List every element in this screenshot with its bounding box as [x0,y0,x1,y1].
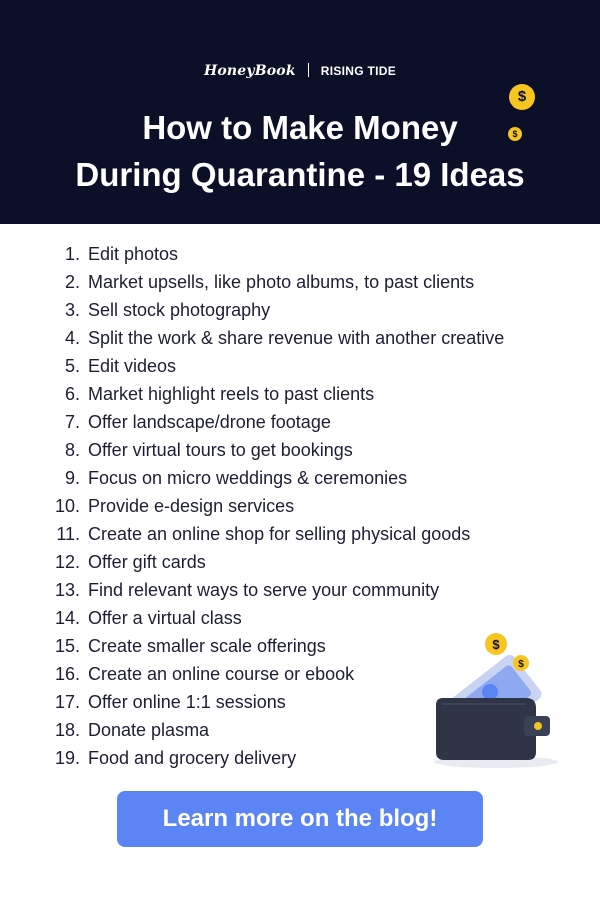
idea-text: Offer gift cards [88,552,206,572]
idea-text: Offer landscape/drone footage [88,412,331,432]
idea-text: Market upsells, like photo albums, to past clients [88,272,475,292]
brand-bar [0,62,600,80]
idea-number: 15. [54,636,80,656]
idea-number: 6. [64,384,80,404]
idea-item [40,380,504,408]
idea-number: 3. [64,300,80,320]
idea-item [40,436,504,464]
idea-text: Food and grocery delivery [88,748,297,768]
idea-text: Offer virtual tours to get bookings [88,440,353,460]
idea-number: 5. [64,356,80,376]
idea-number: 4. [64,328,80,348]
idea-text: Edit videos [88,356,177,376]
idea-text: Create an online shop for selling physical goods [88,524,471,544]
idea-text: Create an online course or ebook [88,664,355,684]
title-line-2: During Quarantine - 19 Ideas [75,156,525,193]
idea-number: 13. [54,580,80,600]
idea-item [40,548,504,576]
page-title [0,104,600,198]
idea-number: 17. [54,692,80,712]
dollar-coin-icon: $ [509,84,535,110]
idea-number: 11. [56,524,80,544]
rising-tide-logo: RISING TIDE [320,64,397,78]
idea-text: Provide e-design services [88,496,295,516]
idea-number: 12. [54,552,80,572]
idea-item [40,576,504,604]
idea-item [40,268,504,296]
illustration-coin-symbol: $ [492,637,500,652]
idea-text: Sell stock photography [88,300,271,320]
idea-text: Create smaller scale offerings [88,636,326,656]
idea-number: 7. [64,412,80,432]
illustration-coin-symbol-small: $ [518,659,524,670]
idea-text: Donate plasma [88,720,210,740]
title-line-1: How to Make Money [142,109,458,146]
idea-number: 1. [64,244,80,264]
idea-text: Find relevant ways to serve your community [88,580,440,600]
idea-item [40,464,504,492]
idea-number: 18. [54,720,80,740]
idea-number: 8. [64,440,80,460]
idea-number: 19. [54,748,80,768]
idea-number: 16. [54,664,80,684]
header-banner [0,0,600,224]
idea-item [40,240,504,268]
idea-item [40,408,504,436]
brand-divider [308,63,309,77]
idea-text: Market highlight reels to past clients [88,384,375,404]
idea-text: Offer a virtual class [88,608,242,628]
idea-item [40,296,504,324]
idea-number: 14. [54,608,80,628]
idea-text: Split the work & share revenue with another creative [88,328,505,348]
idea-item [40,492,504,520]
dollar-coin-small-icon: $ [508,127,522,141]
idea-number: 9. [64,468,80,488]
idea-number: 2. [64,272,80,292]
idea-item [40,352,504,380]
idea-item [40,324,504,352]
idea-text: Edit photos [88,244,179,264]
wallet-with-money-icon [428,620,563,770]
idea-text: Focus on micro weddings & ceremonies [88,468,408,488]
honeybook-logo: HoneyBook [203,63,296,79]
idea-item [40,520,504,548]
idea-number: 10. [54,496,80,516]
learn-more-button[interactable]: Learn more on the blog! [117,791,483,847]
idea-text: Offer online 1:1 sessions [88,692,286,712]
